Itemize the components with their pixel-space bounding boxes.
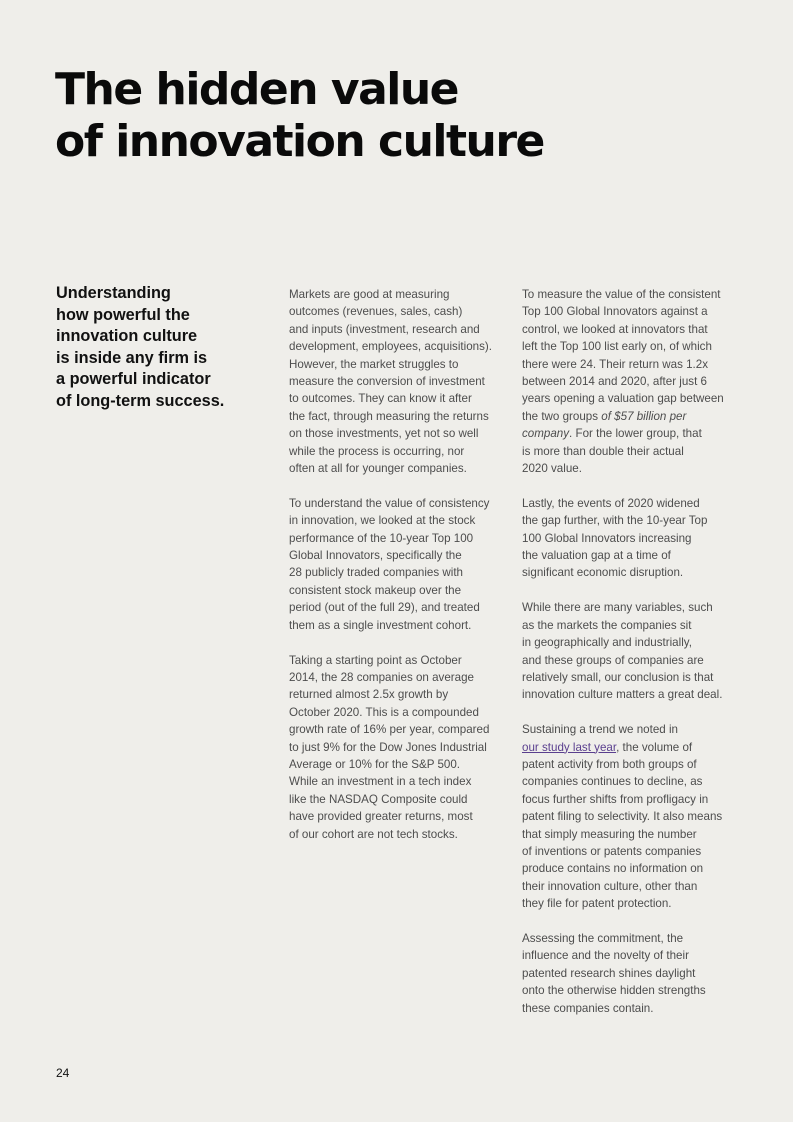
- text-line: of inventions or patents companies: [522, 844, 702, 858]
- text-line: is more than double their actual: [522, 444, 684, 458]
- text-line: the gap further, with the 10-year Top: [522, 514, 708, 528]
- text-line: the fact, through measuring the returns: [289, 409, 489, 423]
- title-line-2: of innovation culture: [55, 116, 544, 167]
- col2-paragraph-5: [522, 930, 752, 1017]
- text-line: focus further shifts from profligacy in: [522, 792, 709, 806]
- col2-p1-lines-before: [522, 286, 752, 408]
- col2-p1-line-9-italic: company: [522, 427, 570, 441]
- col2-p4-line-2: [522, 739, 752, 756]
- text-line: their innovation culture, other than: [522, 879, 698, 893]
- text-line: how powerful the: [56, 305, 190, 324]
- lead-statement: [56, 283, 266, 413]
- text-line: of long-term success.: [56, 391, 225, 410]
- text-line: To understand the value of consistency: [289, 496, 490, 510]
- text-line: relatively small, our conclusion is that: [522, 670, 714, 684]
- col2-p1-line-9: [522, 425, 752, 442]
- text-line: Assessing the commitment, the: [522, 931, 684, 945]
- col1-paragraph-2: [289, 495, 519, 634]
- page-number: 24: [56, 1066, 70, 1080]
- text-line: patented research shines daylight: [522, 966, 696, 980]
- text-line: Global Innovators, specifically the: [289, 549, 462, 563]
- text-line: To measure the value of the consistent: [522, 288, 721, 301]
- study-last-year-link[interactable]: our study last year: [522, 740, 617, 754]
- col2-p4-lines-after: [522, 756, 752, 913]
- text-line: have provided greater returns, most: [289, 810, 473, 824]
- text-line: and these groups of companies are: [522, 653, 704, 667]
- text-line: innovation culture matters a great deal.: [522, 688, 723, 702]
- text-line: period (out of the full 29), and treated: [289, 601, 480, 615]
- text-line: Markets are good at measuring: [289, 288, 450, 301]
- text-line: performance of the 10-year Top 100: [289, 531, 474, 545]
- text-line: returned almost 2.5x growth by: [289, 688, 449, 702]
- text-line: as the markets the companies sit: [522, 618, 692, 632]
- text-line: control, we looked at innovators that: [522, 322, 708, 336]
- col2-p1-line-8: [522, 408, 752, 425]
- text-line: that simply measuring the number: [522, 827, 697, 841]
- col1-paragraph-1: [289, 286, 519, 477]
- col2-paragraph-4: [522, 721, 752, 912]
- text-line: October 2020. This is a compounded: [289, 705, 479, 719]
- text-line: influence and the novelty of their: [522, 949, 689, 963]
- text-line: consistent stock makeup over the: [289, 583, 462, 597]
- text-line: to outcomes. They can know it after: [289, 392, 472, 406]
- text-line: Top 100 Global Innovators against a: [522, 305, 708, 319]
- text-line: While an investment in a tech index: [289, 775, 472, 789]
- text-line: on those investments, yet not so well: [289, 427, 479, 441]
- col2-p4-line-2-rest: , the volume of: [616, 740, 693, 754]
- text-line: the valuation gap at a time of: [522, 549, 671, 563]
- text-line: like the NASDAQ Composite could: [289, 792, 468, 806]
- text-line: there were 24. Their return was 1.2x: [522, 357, 709, 371]
- body-column-1: [289, 286, 519, 860]
- text-line: Lastly, the events of 2020 widened: [522, 496, 700, 510]
- text-line: patent activity from both groups of: [522, 757, 697, 771]
- col1-paragraph-3: [289, 652, 519, 843]
- text-line: a powerful indicator: [56, 370, 211, 389]
- text-line: Taking a starting point as October: [289, 653, 462, 667]
- text-line: 100 Global Innovators increasing: [522, 531, 692, 545]
- col2-p4-line-1: Sustaining a trend we noted in: [522, 723, 678, 737]
- text-line: they file for patent protection.: [522, 897, 672, 911]
- text-line: innovation culture: [56, 327, 198, 346]
- text-line: patent filing to selectivity. It also means: [522, 810, 723, 824]
- text-line: 2020 value.: [522, 462, 582, 476]
- text-line: years opening a valuation gap between: [522, 392, 724, 406]
- text-line: While there are many variables, such: [522, 601, 713, 615]
- text-line: growth rate of 16% per year, compared: [289, 723, 490, 737]
- text-line: in innovation, we looked at the stock: [289, 514, 476, 528]
- page-title: [55, 64, 755, 168]
- text-line: is inside any firm is: [56, 348, 208, 367]
- text-line: Understanding: [56, 284, 171, 302]
- text-line: companies continues to decline, as: [522, 775, 703, 789]
- text-line: measure the conversion of investment: [289, 375, 485, 389]
- body-column-2: [522, 286, 752, 1034]
- text-line: often at all for younger companies.: [289, 462, 467, 476]
- col2-p1-line-8-plain: the two groups: [522, 409, 602, 423]
- col2-p1-lines-after: [522, 443, 752, 478]
- text-line: to just 9% for the Dow Jones Industrial: [289, 740, 487, 754]
- text-line: them as a single investment cohort.: [289, 618, 472, 632]
- col2-p1-line-8-italic: of $57 billion per: [601, 409, 687, 423]
- text-line: onto the otherwise hidden strengths: [522, 984, 706, 998]
- text-line: 2014, the 28 companies on average: [289, 670, 474, 684]
- text-line: significant economic disruption.: [522, 566, 684, 580]
- text-line: in geographically and industrially,: [522, 636, 692, 650]
- text-line: while the process is occurring, nor: [289, 444, 465, 458]
- text-line: 28 publicly traded companies with: [289, 566, 464, 580]
- col2-paragraph-3: [522, 599, 752, 703]
- text-line: development, employees, acquisitions).: [289, 340, 492, 354]
- text-line: left the Top 100 list early on, of which: [522, 340, 712, 354]
- text-line: produce contains no information on: [522, 862, 704, 876]
- text-line: of our cohort are not tech stocks.: [289, 827, 458, 841]
- col2-paragraph-2: [522, 495, 752, 582]
- text-line: and inputs (investment, research and: [289, 322, 480, 336]
- col2-p1-line-9-plain: . For the lower group, that: [569, 427, 702, 441]
- text-line: outcomes (revenues, sales, cash): [289, 305, 463, 319]
- text-line: However, the market struggles to: [289, 357, 459, 371]
- text-line: Average or 10% for the S&P 500.: [289, 757, 461, 771]
- text-line: these companies contain.: [522, 1001, 654, 1015]
- col2-paragraph-1: [522, 286, 752, 477]
- text-line: between 2014 and 2020, after just 6: [522, 375, 707, 389]
- title-line-1: The hidden value: [55, 64, 459, 115]
